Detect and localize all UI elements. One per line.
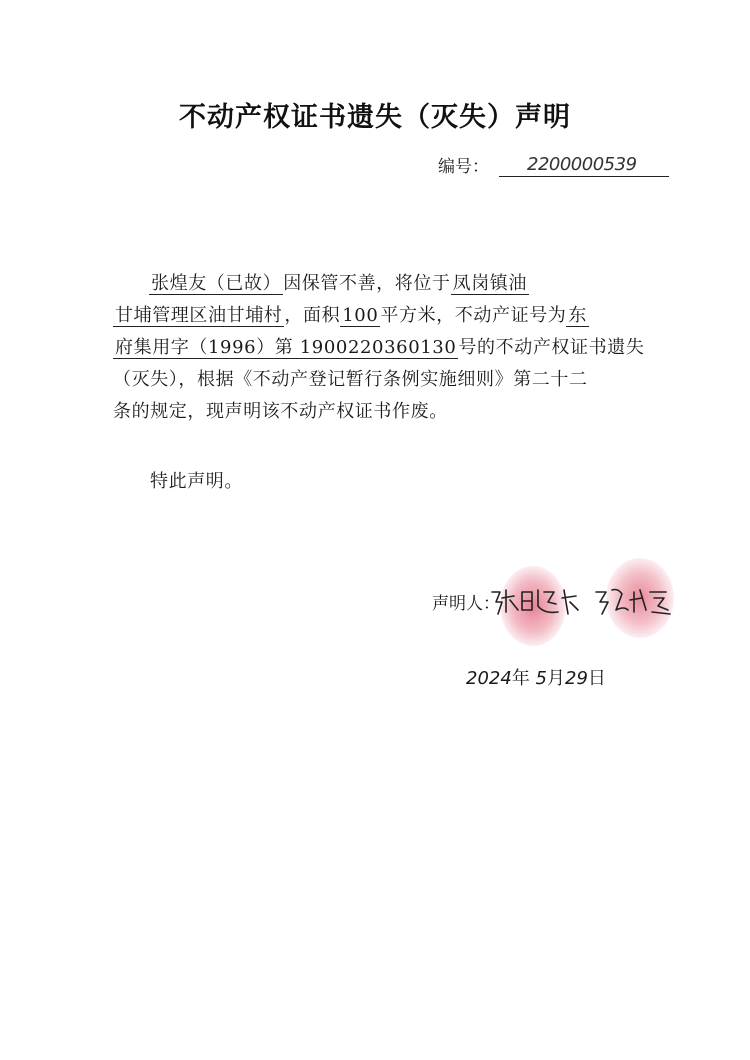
document-number-row [438,152,669,177]
date-year: 2024 [466,668,512,689]
body-text-segment: 号的不动产权证书遗失 [458,337,645,358]
document-title: 不动产权证书遗失（灭失）声明 [179,102,571,133]
closing-statement: 特此声明。 [150,471,243,492]
signer-label: 声明人： [432,594,500,614]
date-month-suffix: 月 [547,668,565,689]
document-number-value: 2200000539 [499,154,669,177]
certificate-number: 东 [568,305,587,326]
body-text-segment: 平方米，不动产证号为 [380,305,567,326]
date-day-suffix: 日 [587,668,606,689]
document-number-label: 编号： [438,157,489,177]
body-line-2 [113,300,643,332]
property-location-cont: 甘埔管理区油甘埔村 [115,305,283,326]
body-line-3 [113,332,643,364]
body-line-1 [113,268,643,300]
signature-date [466,664,606,690]
date-month: 5 [535,668,547,689]
body-line-5: 条的规定，现声明该不动产权证书作废。 [113,401,448,422]
property-location: 凤岗镇油 [452,273,528,294]
body-line-4: （灭失），根据《不动产登记暂行条例实施细则》第二十二 [113,369,588,390]
declaration-body [113,268,643,428]
body-text-segment: ，面积 [284,305,341,326]
date-year-suffix: 年 [511,668,530,689]
handwritten-signature [488,580,688,620]
body-text-segment: 因保管不善，将位于 [283,273,451,294]
date-day: 29 [565,668,588,689]
property-area: 100 [342,305,379,326]
certificate-number-cont: 府集用字（1996）第 1900220360130 [115,337,457,358]
owner-name: 张煌友（已故） [151,273,282,294]
